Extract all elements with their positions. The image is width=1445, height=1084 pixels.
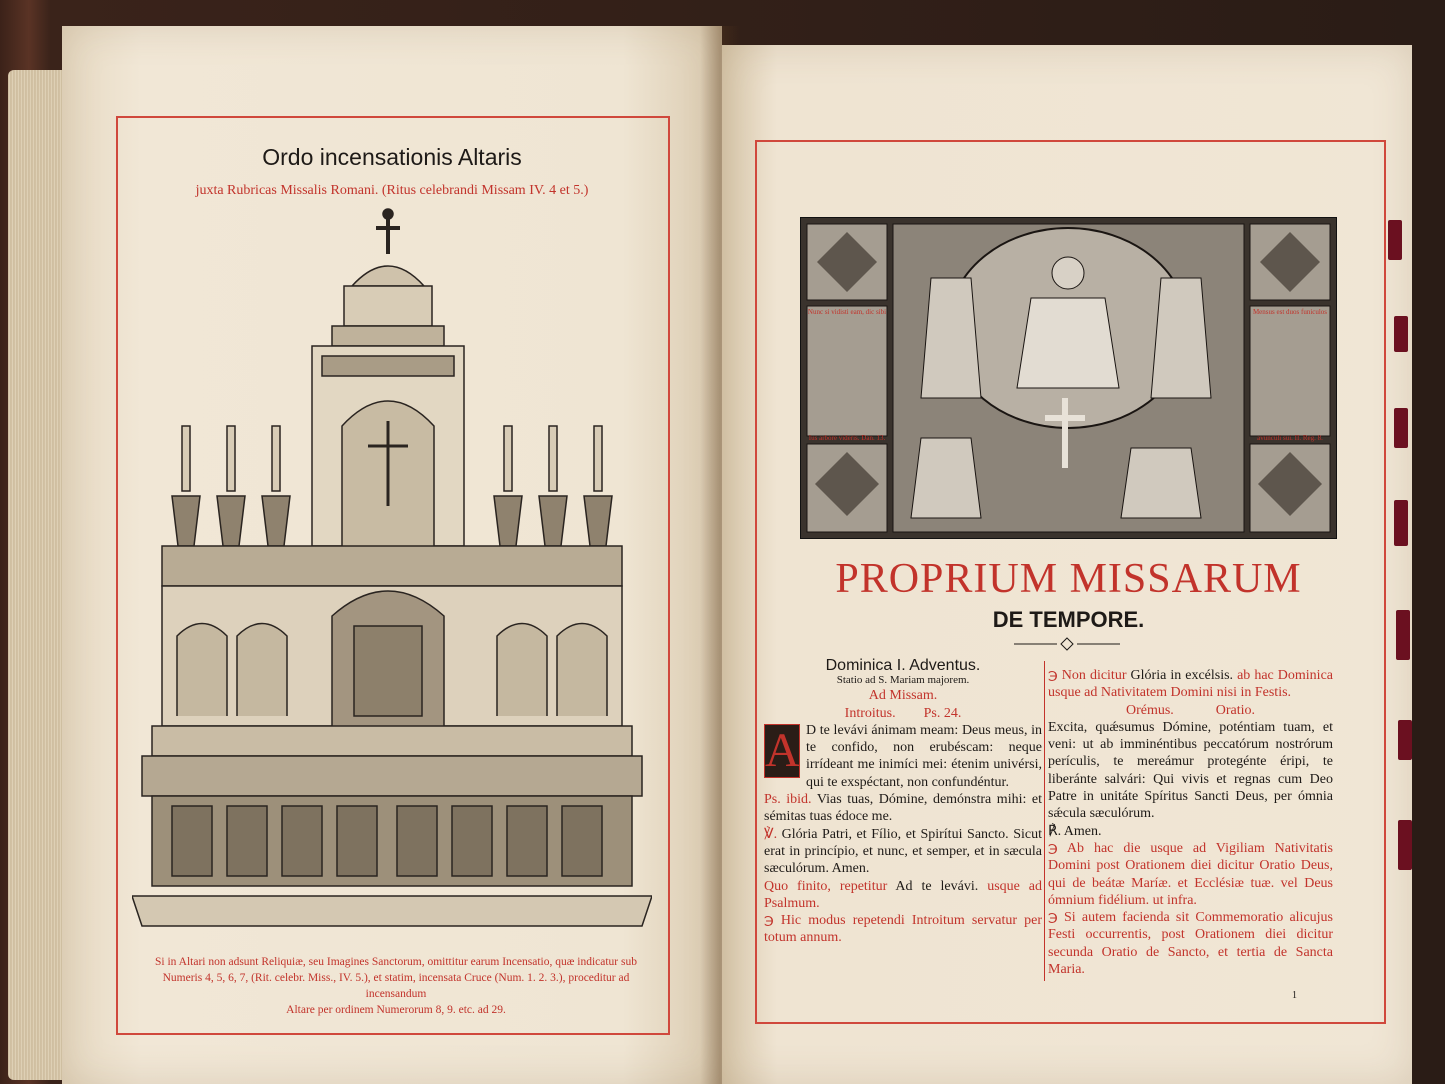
- oratio-label: Oratio.: [1215, 702, 1256, 718]
- bookmark-ribbon: [1398, 720, 1412, 760]
- responsum-amen: ℟. Amen.: [1048, 823, 1102, 839]
- statio-line: Statio ad S. Mariam majorem.: [836, 674, 970, 687]
- plate-caption-left-bottom: Ius arbore videris. Dan. 13.: [808, 434, 886, 442]
- non-dicitur-2: ab hac Dominica usque ad Nativitatem Domini nisi in Festis.: [1048, 668, 1333, 701]
- non-dicitur-1: ℈ Non dicitur: [1048, 668, 1127, 683]
- altar-engraving: [132, 206, 652, 946]
- plate-caption-right-top: Mensus est duos funiculos: [1252, 308, 1328, 316]
- quo-finito: Quo finito, repetitur: [764, 878, 888, 894]
- bookmark-ribbon: [1398, 820, 1412, 870]
- ad-missam: Ad Missam.: [868, 688, 938, 704]
- rubric-advent: ℈ Ab hac die usque ad Vigiliam Nativitatis Domini post Orationem diei dicitur Oratio Deus, qui de beátæ Maríæ. et Ecclésiæ tuæ. vel Deus ómnium fidélium. ut infra.: [1048, 840, 1333, 908]
- page-number: 1: [1292, 990, 1297, 1001]
- non-dicitur-paragraph: [1048, 667, 1333, 702]
- left-page-title: Ordo incensationis Altaris: [262, 144, 522, 170]
- ps-ibid-label: Ps. ibid.: [764, 792, 812, 808]
- ps-ibid-paragraph: [764, 791, 1042, 826]
- ps-ibid-text: Vias tuas, Dómine, demónstra mihi: et sémitas tuas édoce me.: [764, 792, 1043, 825]
- quo-finito-paragraph: [764, 878, 1042, 913]
- caption-line: Si in Altari non adsunt Reliquiæ, seu Imagines Sanctorum, omittitur earum Incensatio, quæ indicatur sub: [155, 956, 637, 968]
- plate-caption-left-top: Nunc si vidisti eam, dic sibi: [807, 308, 887, 316]
- proprium-title: PROPRIUM MISSARUM: [835, 556, 1302, 602]
- usque-psalmum: usque ad Psalmum.: [764, 878, 1043, 911]
- dominica-heading: Dominica I. Adventus.: [825, 657, 981, 674]
- bookmark-ribbon: [1388, 220, 1402, 260]
- bookmark-ribbon: [1396, 610, 1410, 660]
- ad-te-levavi: Ad te levávi.: [895, 878, 979, 894]
- introitus-line: [764, 705, 1042, 722]
- bookmark-ribbon: [1394, 500, 1408, 546]
- drop-cap-initial: A: [765, 723, 800, 777]
- page-edges: [8, 70, 68, 1080]
- bookmark-ribbon: [1394, 316, 1408, 352]
- gloria-text: Glória Patri, et Fílio, et Spirítui Sancto. Sicut erat in princípio, et nunc, et semper, et in sæcula sæculórum. Amen.: [764, 826, 1043, 877]
- oremus-line: [1048, 702, 1333, 719]
- gloria-paragraph: [764, 826, 1042, 878]
- engraved-plate: [800, 217, 1337, 539]
- bookmark-ribbon: [1394, 408, 1408, 448]
- rubric-commemoratio: ℈ Si autem facienda sit Commemoratio alicujus Festi occurrentis, post Orationem diei dicitur secunda Oratio de Sancto, et tertia de Sancta Maria.: [1048, 910, 1333, 978]
- caption-line: Numeris 4, 5, 6, 7, (Rit. celebr. Miss., IV. 5.), et statim, incensata Cruce (Num. 1. 2. 3.), proceditur ad incensandum: [162, 972, 630, 1000]
- altar-caption: [136, 954, 656, 1018]
- caption-line: Altare per ordinem Numerorum 8, 9. etc. ad 29.: [286, 1004, 506, 1016]
- de-tempore-subtitle: DE TEMPORE.: [992, 607, 1145, 632]
- left-page: [62, 26, 722, 1084]
- introit-paragraph: [764, 722, 1042, 791]
- introitus-label: Introitus.: [844, 705, 896, 721]
- left-page-subtitle: juxta Rubricas Missalis Romani. (Ritus celebrandi Missam IV. 4 et 5.): [195, 183, 589, 198]
- gloria-excelsis: Glória in excélsis.: [1130, 668, 1234, 683]
- right-page: [722, 45, 1412, 1084]
- versicle-symbol: ℣.: [764, 826, 778, 842]
- oratio-text: Excita, quǽsumus Dómine, poténtiam tuam, et veni: ut ab imminéntibus peccatórum nostrórum perículis, te mereámur protegénte éripi, te liberánte salvári: Qui vivis et regnas cum Deo Patre in unitáte Spíritus Sancti Deus, per ómnia sǽcula sæculórum.: [1048, 719, 1333, 822]
- oremus-label: Orémus.: [1125, 702, 1174, 718]
- column-rule: [1044, 661, 1045, 981]
- divider-ornament: [1012, 637, 1122, 651]
- introit-text: D te levávi ánimam meam: Deus meus, in te confido, non erubéscam: neque irrídeant me inimíci mei: étenim univérsi, qui te exspéctant, non confundéntur.: [806, 722, 1042, 790]
- plate-caption-right-bottom: avunculi sui. II. Reg. 8.: [1257, 434, 1323, 442]
- hic-modus-rubric: ℈ Hic modus repetendi Introitum servatur per totum annum.: [764, 913, 1042, 946]
- psalm-ref: Ps. 24.: [923, 705, 962, 721]
- right-column: [1048, 667, 1333, 978]
- left-column: [764, 653, 1042, 947]
